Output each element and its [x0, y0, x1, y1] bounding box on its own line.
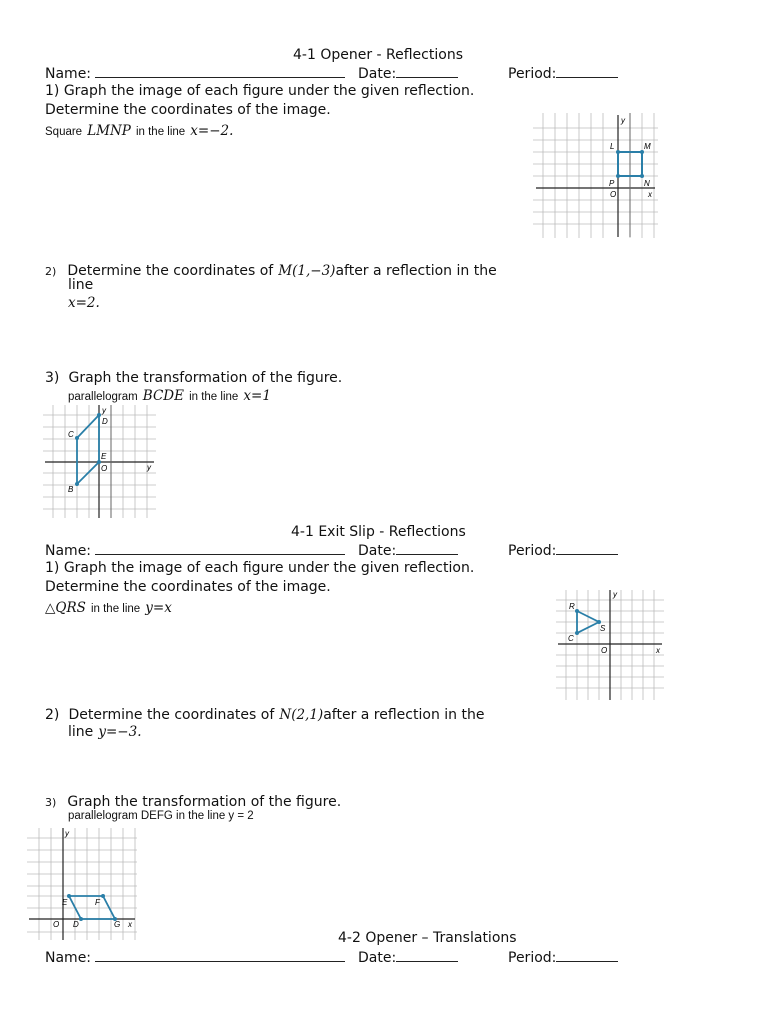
date-blank[interactable]: [396, 542, 458, 555]
opener1-q1-line1: 1) Graph the image of each figure under the given reflection.: [45, 83, 475, 99]
point-b-label: B: [68, 485, 74, 494]
exit-period: [508, 542, 618, 559]
graph-parallelogram-bcde: [43, 405, 156, 518]
exit-q1-sub: △QRS in the line y=x: [45, 600, 172, 616]
period-blank[interactable]: [556, 65, 618, 78]
period-label: Period:: [508, 543, 557, 559]
opener2-date: [358, 949, 458, 966]
x-axis-label: y: [147, 463, 151, 472]
point-r-label: R: [569, 602, 575, 611]
origin-label: O: [601, 646, 608, 655]
opener1-header-row: [45, 65, 345, 82]
opener1-q1-sub: Square LMNP in the line x=−2.: [45, 123, 234, 139]
opener1-q2-line2: line: [68, 277, 94, 293]
exit-q3-sub: parallelogram DEFG in the line y = 2: [68, 810, 254, 822]
period-label: Period:: [508, 950, 557, 966]
date-blank[interactable]: [396, 949, 458, 962]
period-blank[interactable]: [556, 542, 618, 555]
point-g-label: G: [114, 920, 121, 929]
exit-header-row: [45, 542, 345, 559]
graph-triangle-qrs: [556, 590, 664, 700]
opener1-q1-line2: Determine the coordinates of the image.: [45, 102, 331, 118]
name-blank[interactable]: [95, 542, 345, 555]
y-axis-label: y: [621, 116, 625, 125]
opener1-period: [508, 65, 618, 82]
exit-slip-title: 4-1 Exit Slip - Reflections: [291, 524, 466, 540]
name-label: Name:: [45, 66, 92, 82]
x-axis-label: x: [656, 646, 660, 655]
point-d-label: D: [102, 417, 108, 426]
exit-q1-line2: Determine the coordinates of the image.: [45, 579, 331, 595]
point-c-label: C: [68, 430, 74, 439]
exit-q3: 3) Graph the transformation of the figure.: [45, 794, 342, 810]
point-p-label: P: [609, 179, 615, 188]
name-blank[interactable]: [95, 949, 345, 962]
name-label: Name:: [45, 543, 92, 559]
point-l-label: L: [610, 142, 615, 151]
opener2-title: 4-2 Opener – Translations: [338, 930, 517, 946]
date-blank[interactable]: [396, 65, 458, 78]
y-axis-label: y: [613, 590, 617, 599]
origin-label: O: [610, 190, 617, 199]
exit-q1-line1: 1) Graph the image of each figure under the given reflection.: [45, 560, 475, 576]
exit-date: [358, 542, 458, 559]
point-n-label: N: [644, 179, 650, 188]
opener1-q2-line3: x=2.: [68, 295, 100, 311]
date-label: Date:: [358, 543, 397, 559]
point-m-label: M: [644, 142, 651, 151]
point-f-label: F: [95, 898, 100, 907]
y-axis-label: y: [102, 406, 106, 415]
exit-q2: 2) Determine the coordinates of N(2,1)after a reflection in the: [45, 707, 485, 723]
point-c-label: C: [568, 634, 574, 643]
graph-parallelogram-defg: [27, 828, 137, 940]
opener2-header-row: [45, 949, 345, 966]
date-label: Date:: [358, 66, 397, 82]
x-axis-label: x: [648, 190, 652, 199]
origin-label: O: [53, 920, 60, 929]
name-blank[interactable]: [95, 65, 345, 78]
date-label: Date:: [358, 950, 397, 966]
point-e-label: E: [101, 452, 107, 461]
opener1-date: [358, 65, 458, 82]
opener1-q3-sub: parallelogram BCDE in the line x=1: [68, 388, 271, 404]
name-label: Name:: [45, 950, 92, 966]
y-axis-label: y: [65, 829, 69, 838]
point-s-label: S: [600, 624, 606, 633]
point-e-label: E: [62, 898, 68, 907]
period-label: Period:: [508, 66, 557, 82]
opener1-q2: 2) Determine the coordinates of M(1,−3)after a reflection in the: [45, 263, 497, 279]
graph-square-lmnp: [533, 113, 658, 241]
origin-label: O: [101, 464, 108, 473]
opener2-period: [508, 949, 618, 966]
period-blank[interactable]: [556, 949, 618, 962]
point-d-label: D: [73, 920, 79, 929]
x-axis-label: x: [128, 920, 132, 929]
exit-q2-line2: line y=−3.: [68, 724, 142, 740]
opener1-title: 4-1 Opener - Reflections: [293, 47, 463, 63]
opener1-q3: 3) Graph the transformation of the figure.: [45, 370, 343, 386]
